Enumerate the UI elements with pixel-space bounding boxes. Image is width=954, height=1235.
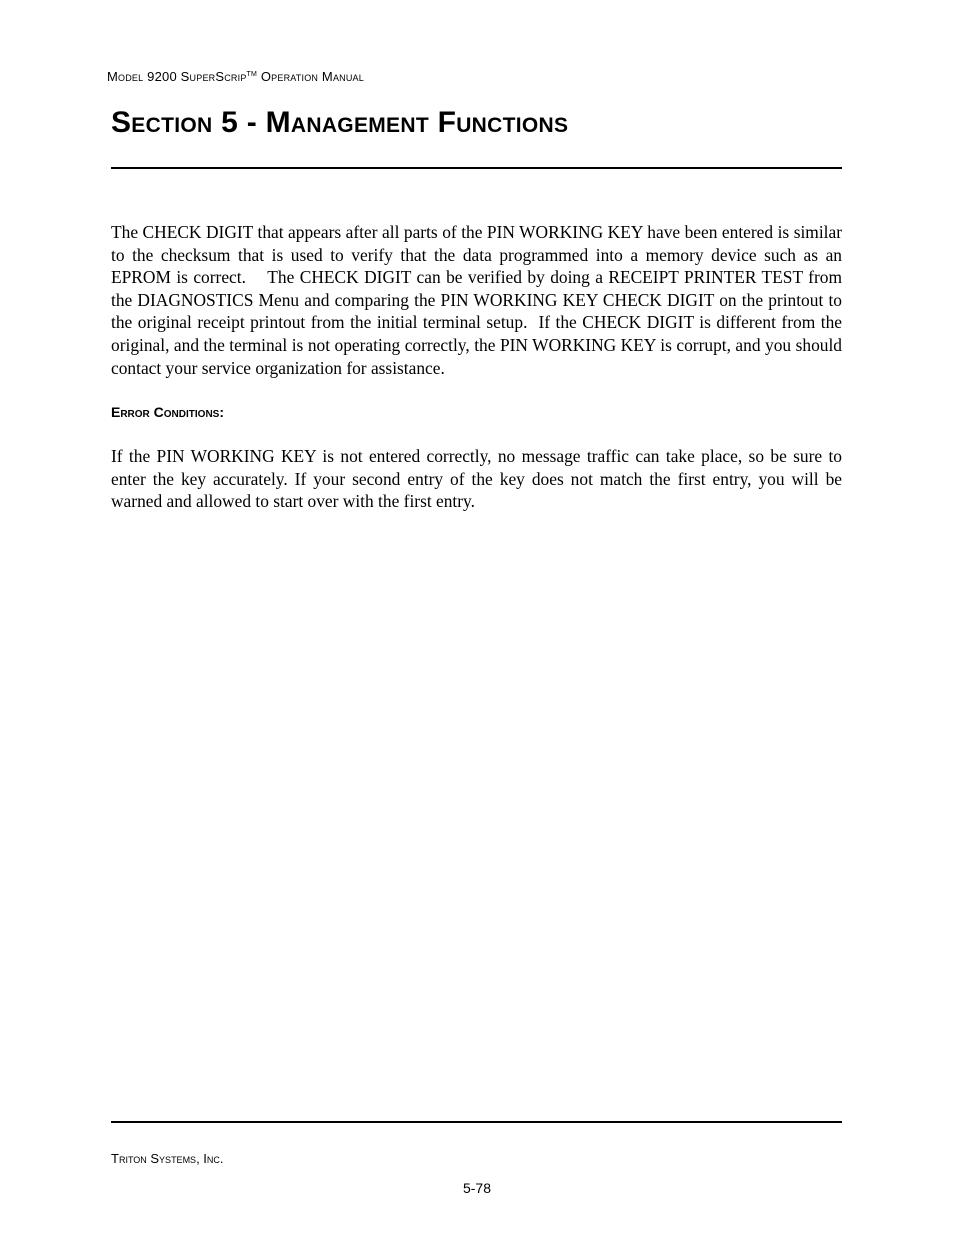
section-title: Section 5 - Management Functions	[111, 106, 569, 139]
body-paragraph-error-conditions: If the PIN WORKING KEY is not entered correctly, no message traffic can take place, so be sure to enter the key accurately. If your second entry of the key does not match the first entry, you will be warned and allowed to start over with the first entry.	[111, 446, 842, 512]
page-number: 5-78	[462, 1180, 492, 1196]
trademark-symbol: TM	[246, 71, 258, 78]
running-header-suffix: Operation Manual	[257, 69, 364, 84]
header-divider	[111, 167, 842, 169]
running-header-title: Model 9200 SuperScrip	[107, 69, 247, 84]
running-header	[107, 69, 364, 84]
footer-company: Triton Systems, Inc.	[111, 1151, 224, 1166]
body-paragraph-check-digit: The CHECK DIGIT that appears after all parts of the PIN WORKING KEY have been entered is similar to the checksum that is used to verify that the data programmed into a memory device such as an EPROM is correct. The CHECK DIGIT can be verified by doing a RECEIPT PRINTER TEST from the DIAGNOSTICS Menu and comparing the PIN WORKING KEY CHECK DIGIT on the printout to the original receipt printout from the initial terminal setup. If the CHECK DIGIT is different from the original, and the terminal is not operating correctly, the PIN WORKING KEY is corrupt, and you should contact your service organization for assistance.	[111, 222, 847, 378]
footer-divider	[111, 1121, 842, 1123]
subheading-error-conditions: Error Conditions:	[111, 404, 224, 420]
